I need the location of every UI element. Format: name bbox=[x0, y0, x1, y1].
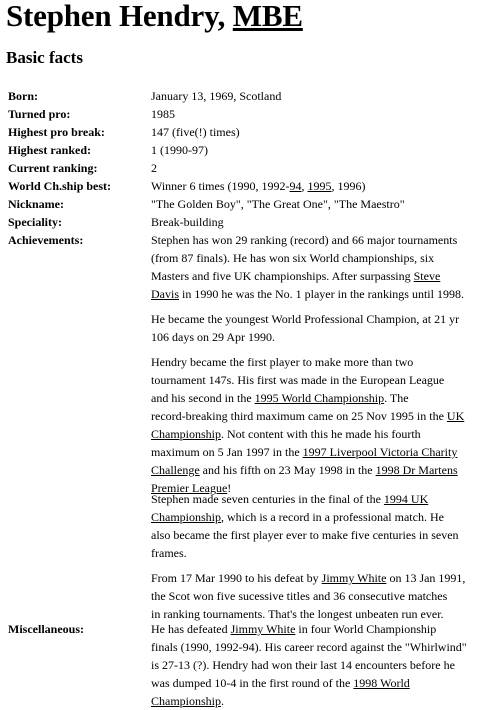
value-current-ranking: 2 bbox=[151, 161, 157, 175]
miscellaneous-line: Championship. bbox=[151, 694, 225, 708]
link-liverpool-victoria-charity-challenge[interactable]: Challenge bbox=[151, 463, 200, 477]
achievements-p1-line: (from 87 finals). He has won six World championships, six bbox=[151, 251, 435, 265]
label-highest-break: Highest pro break: bbox=[8, 125, 105, 139]
link-uk-championship[interactable]: Championship bbox=[151, 427, 222, 441]
label-world-championship: World Ch.ship best: bbox=[8, 179, 112, 193]
achievements-p1-line: Davis in 1990 he was the No. 1 player in the rankings until 1998. bbox=[151, 287, 464, 301]
label-current-ranking: Current ranking: bbox=[8, 161, 98, 175]
value-highest-break: 147 (five(!) times) bbox=[151, 125, 240, 139]
label-nickname: Nickname: bbox=[8, 197, 64, 211]
link-1995[interactable]: 1995 bbox=[307, 179, 332, 193]
link-dr-martens-premier-league[interactable]: 1998 Dr Martens bbox=[375, 463, 458, 477]
value-highest-ranked: 1 (1990-97) bbox=[151, 143, 208, 157]
mbe-link[interactable]: MBE bbox=[232, 0, 303, 33]
link-1998-world-championship[interactable]: Championship bbox=[151, 694, 222, 708]
title-name: Stephen Hendry, bbox=[6, 0, 226, 33]
achievements-p3-line: record-breaking third maximum came on 25 Nov 1995 in the UK bbox=[151, 409, 465, 423]
achievements-p4-line: also became the first player ever to make five centuries in seven bbox=[151, 528, 459, 542]
link-steve-davis[interactable]: Davis bbox=[151, 287, 179, 301]
label-achievements: Achievements: bbox=[8, 233, 84, 247]
label-turned-pro: Turned pro: bbox=[8, 107, 71, 121]
page-title bbox=[6, 0, 303, 34]
label-miscellaneous: Miscellaneous: bbox=[8, 622, 84, 636]
achievements-p3-line: Hendry became the first player to make more than two bbox=[151, 355, 414, 369]
value-born: January 13, 1969, Scotland bbox=[151, 89, 282, 103]
achievements-p3-line: Premier League! bbox=[151, 481, 232, 495]
section-heading: Basic facts bbox=[6, 48, 83, 67]
achievements-p3-line: Challenge and his fifth on 23 May 1998 in the 1998 Dr Martens bbox=[151, 463, 458, 477]
achievements-p5-line: in ranking tournaments. That's the longest unbeaten run ever. bbox=[151, 607, 444, 621]
miscellaneous-line: was dumped 10-4 in the first round of the 1998 World bbox=[151, 676, 410, 690]
miscellaneous-line: finals (1990, 1992-94). His career record against the "Whirlwind" bbox=[151, 640, 467, 654]
link-1995-world-championship[interactable]: 1995 World Championship bbox=[254, 391, 385, 405]
value-turned-pro: 1985 bbox=[151, 107, 175, 121]
label-born: Born: bbox=[8, 89, 38, 103]
achievements-p3-line: maximum on 5 Jan 1997 in the 1997 Liverpool Victoria Charity bbox=[151, 445, 458, 459]
achievements-p1-line: Masters and five UK championships. After surpassing Steve bbox=[151, 269, 441, 283]
link-jimmy-white[interactable]: Jimmy White bbox=[230, 622, 296, 636]
achievements-p4-line: frames. bbox=[151, 546, 187, 560]
link-dr-martens-premier-league[interactable]: Premier League bbox=[151, 481, 228, 495]
achievements-p3-line: Championship. Not content with this he made his fourth bbox=[151, 427, 421, 441]
achievements-p3-line: tournament 147s. His first was made in the European League bbox=[151, 373, 445, 387]
miscellaneous-line: is 27-13 (?). Hendry had won their last 14 encounters before he bbox=[151, 658, 455, 672]
achievements-p4-line: Stephen made seven centuries in the final of the 1994 UK bbox=[151, 492, 429, 506]
achievements-p2-line: 106 days on 29 Apr 1990. bbox=[151, 330, 275, 344]
link-1998-world-championship[interactable]: 1998 World bbox=[353, 676, 410, 690]
link-1994-uk-championship[interactable]: 1994 UK bbox=[383, 492, 429, 506]
achievements-p5-line: From 17 Mar 1990 to his defeat by Jimmy White on 13 Jan 1991, bbox=[151, 571, 466, 585]
achievements-p1-line: Stephen has won 29 ranking (record) and 66 major tournaments bbox=[151, 233, 458, 247]
value-nickname: "The Golden Boy", "The Great One", "The Maestro" bbox=[151, 197, 405, 211]
miscellaneous-line: He has defeated Jimmy White in four World Championship bbox=[151, 622, 437, 636]
value-world-championship: Winner 6 times (1990, 1992-94, 1995, 1996) bbox=[151, 179, 366, 193]
link-uk-championship[interactable]: UK bbox=[446, 409, 465, 423]
link-steve-davis[interactable]: Steve bbox=[413, 269, 441, 283]
achievements-p5-line: the Scot won five sucessive titles and 36 consecutive matches bbox=[151, 589, 448, 603]
link-jimmy-white[interactable]: Jimmy White bbox=[321, 571, 387, 585]
link-1994[interactable]: 94 bbox=[289, 179, 302, 193]
link-1994-uk-championship[interactable]: Championship bbox=[151, 510, 222, 524]
label-speciality: Speciality: bbox=[8, 215, 62, 229]
achievements-p4-line: Championship, which is a record in a professional match. He bbox=[151, 510, 444, 524]
link-liverpool-victoria-charity-challenge[interactable]: 1997 Liverpool Victoria Charity bbox=[302, 445, 458, 459]
achievements-p3-line: and his second in the 1995 World Championship. The bbox=[151, 391, 409, 405]
value-speciality: Break-building bbox=[151, 215, 224, 229]
achievements-p2-line: He became the youngest World Professional Champion, at 21 yr bbox=[151, 312, 460, 326]
label-highest-ranked: Highest ranked: bbox=[8, 143, 92, 157]
